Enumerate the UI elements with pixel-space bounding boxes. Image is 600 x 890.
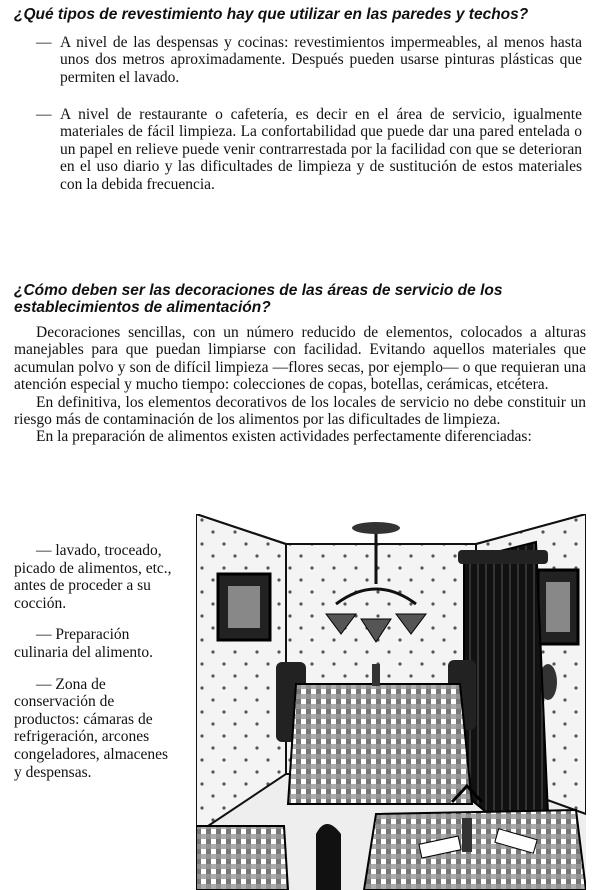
- paragraph: Decoraciones sencillas, con un número reducido de elementos, colocados a alturas manejables para que puedan limpiarse con facilidad. Evitando aquellos materiales que acumulan polvo y son de difícil limpieza —flores secas, por ejemplo— o que requieran una atención especial y mucho tiempo: colecciones de copas, botellas, cerámicas, etcétera.: [14, 324, 586, 394]
- section1-heading: ¿Qué tipos de revestimiento hay que utilizar en las paredes y techos?: [14, 6, 529, 23]
- list-item: — Preparación culinaria del alimento.: [14, 626, 154, 661]
- dining-room-illustration: [196, 514, 586, 890]
- section2-body: [14, 324, 586, 446]
- paragraph: En definitiva, los elementos decorativos de los locales de servicio no debe constituir un riesgo más de contaminación de los alimentos por las dificultades de limpieza.: [14, 393, 586, 429]
- activities-list: [14, 542, 174, 795]
- paragraph: En la preparación de alimentos existen actividades perfectamente diferenciadas:: [36, 428, 532, 446]
- list-dash: —: [36, 106, 52, 123]
- section1-item-1: A nivel de las despensas y cocinas: revestimientos impermeables, al menos hasta unos dos metros aproximadamente. Después pueden usarse pinturas plásticas que permiten el lavado.: [60, 34, 582, 86]
- list-dash: —: [36, 34, 52, 51]
- list-item: — Zona de conservación de productos: cámaras de refrigeración, arcones congeladores, almacenes y despensas.: [14, 675, 169, 781]
- section1-item-2: A nivel de restaurante o cafetería, es decir en el área de servicio, igualmente materiales de fácil limpieza. La confortabilidad que puede dar una pared entelada o un papel en relieve puede venir contrarrestada por la facilidad con que se deterioran en el uso diario y las dificultades de limpieza y de sustitución de estos materiales con la debida frecuencia.: [60, 106, 582, 193]
- section2-heading: ¿Cómo deben ser las decoraciones de las áreas de servicio de los establecimientos de alimentación?: [14, 282, 503, 316]
- list-item: — lavado, troceado, picado de alimentos, etc., antes de proceder a su cocción.: [14, 542, 172, 612]
